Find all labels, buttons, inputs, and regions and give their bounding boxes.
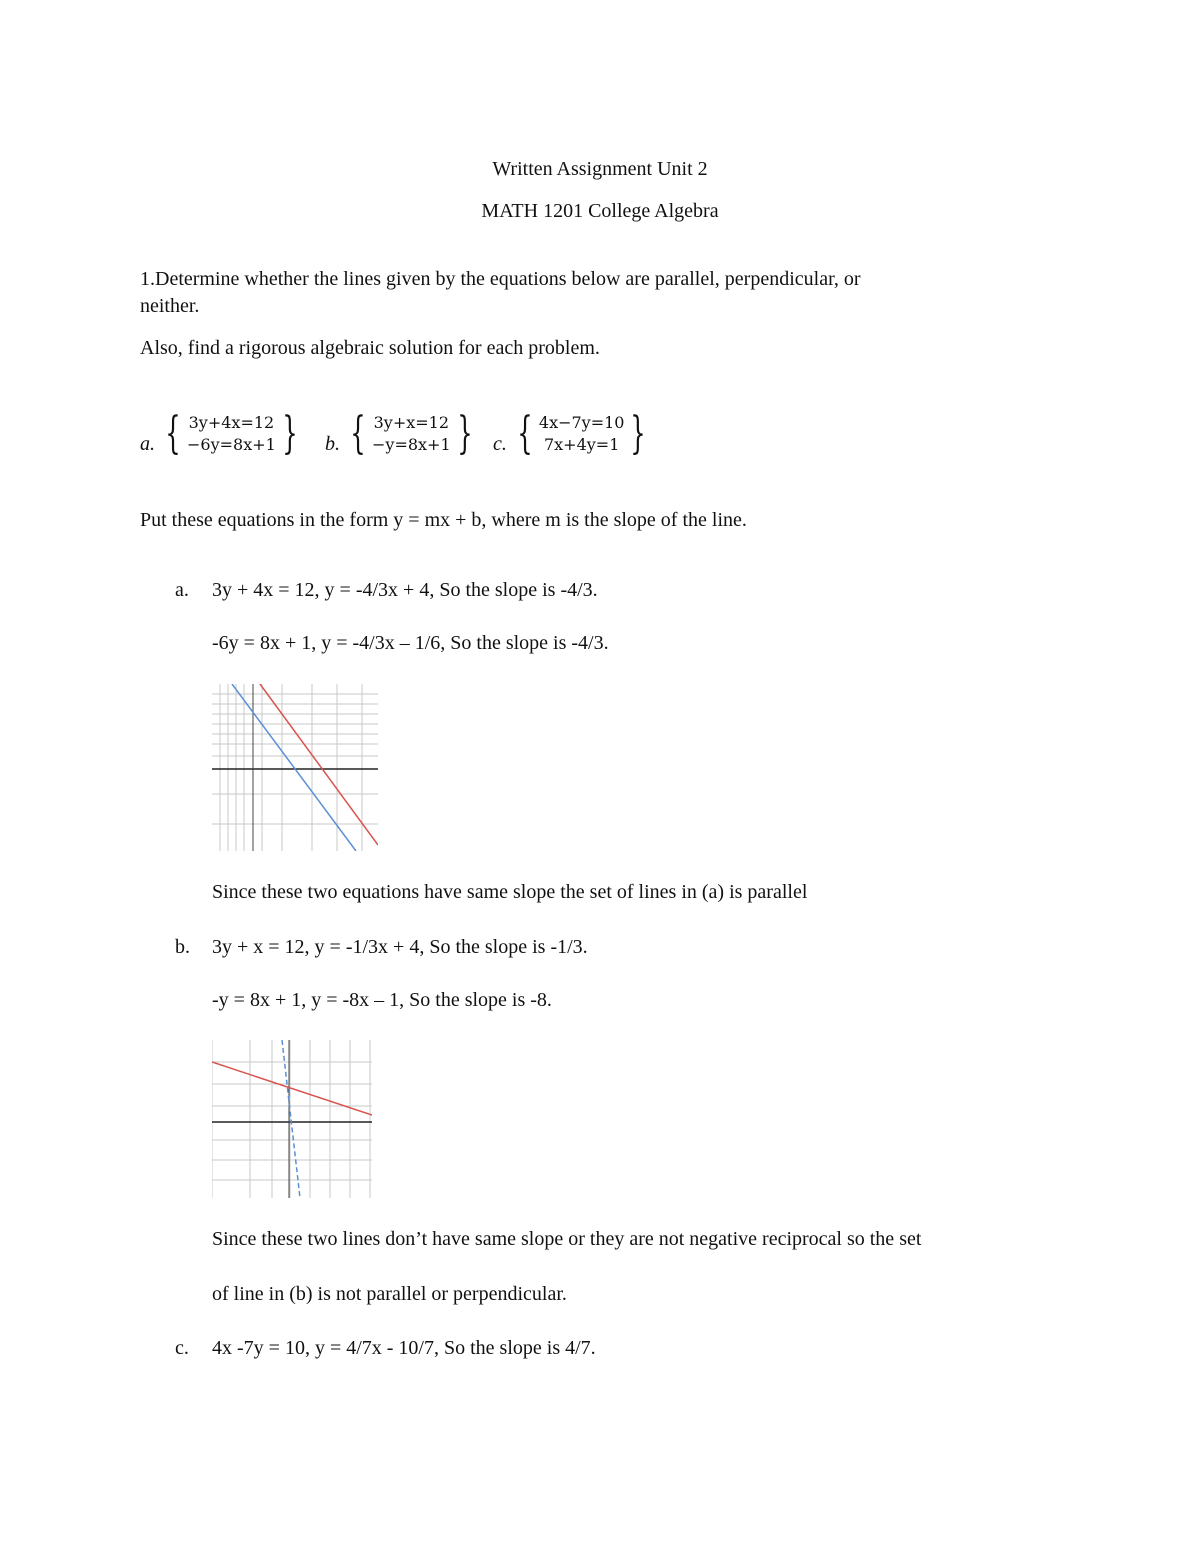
document-title: Written Assignment Unit 2	[492, 158, 708, 180]
graph-a	[212, 684, 378, 851]
part-c-line1: 4x -7y = 10, y = 4/7x - 10/7, So the slope is 4/7.	[212, 1337, 596, 1359]
system-equation: 4x−7y=10	[538, 413, 625, 432]
system-b	[325, 408, 479, 459]
instruction-text: Put these equations in the form y = mx + b, where m is the slope of the line.	[140, 509, 747, 531]
part-b-line1: 3y + x = 12, y = -1/3x + 4, So the slope is -1/3.	[212, 936, 588, 958]
left-brace-icon: {	[517, 408, 533, 459]
part-marker: c.	[175, 1337, 189, 1359]
part-marker: b.	[175, 936, 190, 958]
part-a-conclusion: Since these two equations have same slope the set of lines in (a) is parallel	[212, 881, 808, 903]
course-name: MATH 1201 College Algebra	[481, 200, 719, 222]
question-also: Also, find a rigorous algebraic solution for each problem.	[140, 337, 600, 359]
graph-background	[212, 684, 378, 851]
system-equation: −6y=8x+1	[187, 435, 276, 454]
system-equation: −y=8x+1	[372, 435, 451, 454]
graph-b	[212, 1040, 372, 1198]
part-b-line2: -y = 8x + 1, y = -8x – 1, So the slope is -8.	[212, 989, 552, 1011]
system-label: a.	[140, 433, 155, 455]
system-equation: 7x+4y=1	[543, 435, 620, 454]
left-brace-icon: {	[165, 408, 181, 459]
system-equation: 3y+x=12	[373, 413, 450, 432]
right-brace-icon: }	[456, 408, 473, 459]
part-marker: a.	[175, 579, 189, 601]
part-b-conclusion: Since these two lines don’t have same slope or they are not negative reciprocal so the set	[212, 1228, 922, 1250]
question-text: 1.Determine whether the lines given by the equations below are parallel, perpendicular, or	[140, 268, 861, 290]
system-c	[493, 408, 652, 459]
question-text-cont: neither.	[140, 295, 200, 317]
right-brace-icon: }	[282, 408, 298, 459]
system-equation: 3y+4x=12	[188, 413, 275, 432]
system-label: c.	[493, 433, 507, 455]
right-brace-icon: }	[630, 408, 647, 459]
part-a-line1: 3y + 4x = 12, y = -4/3x + 4, So the slope is -4/3.	[212, 579, 598, 601]
part-b-conclusion-cont: of line in (b) is not parallel or perpendicular.	[212, 1283, 567, 1305]
system-label: b.	[325, 433, 340, 455]
system-a	[140, 408, 304, 459]
left-brace-icon: {	[350, 408, 366, 459]
graph-background	[212, 1040, 372, 1198]
part-a-line2: -6y = 8x + 1, y = -4/3x – 1/6, So the slope is -4/3.	[212, 632, 609, 654]
